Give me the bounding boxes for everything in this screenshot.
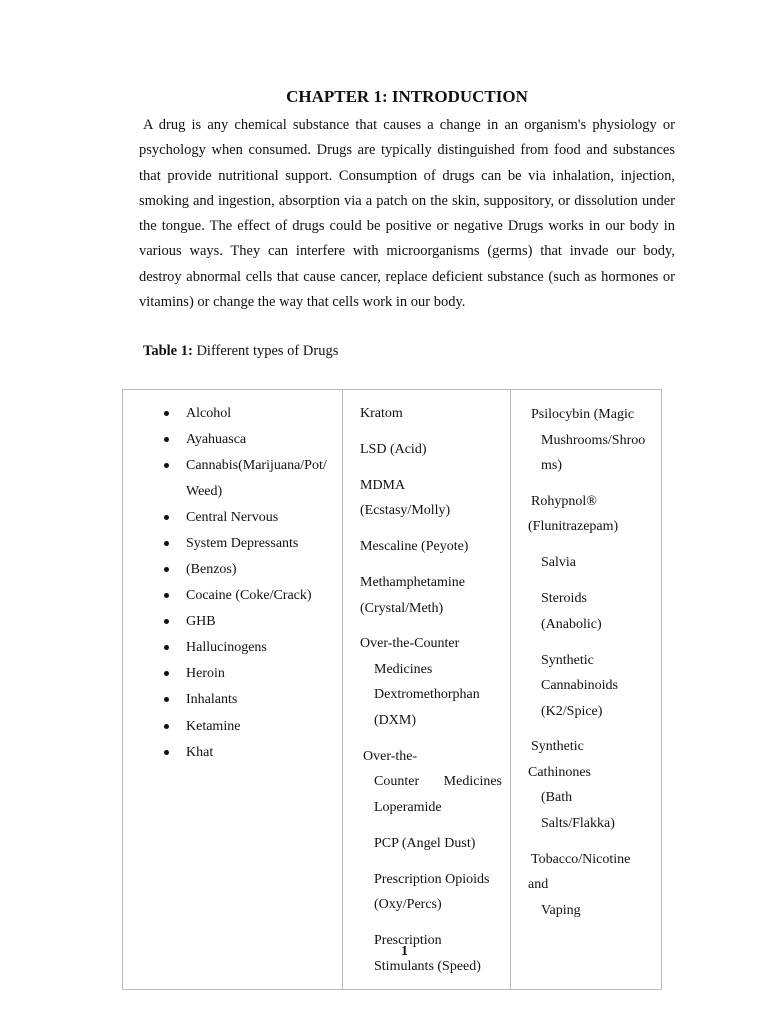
drug-rohypnol-detail: (Flunitrazepam)	[528, 519, 619, 535]
table-caption	[143, 340, 338, 362]
drug-otc-lop-detail: Loperamide	[374, 799, 442, 815]
drug-pcp: PCP (Angel Dust)	[374, 835, 476, 851]
drug-otc-dxm-heading: Over-the-Counter	[360, 636, 460, 652]
chapter-heading: CHAPTER 1: INTRODUCTION	[286, 87, 528, 106]
table-caption-label: Table 1:	[143, 343, 193, 359]
drug-synthetic-cathinones-heading: Synthetic	[531, 739, 584, 755]
drug-types-table	[122, 389, 662, 990]
list-item: Heroin	[123, 661, 342, 687]
drug-rohypnol-heading: Rohypnol®	[531, 493, 597, 509]
drug-psilocybin	[528, 402, 653, 479]
list-item: Cocaine (Coke/Crack)	[123, 583, 342, 609]
drug-synthetic-cathinones-line: Cathinones	[528, 764, 591, 780]
drug-steroids: Steroids (Anabolic)	[541, 591, 602, 632]
drug-tobacco-and: and	[528, 877, 549, 893]
drug-synthetic-cathinones-detail: (Bath Salts/Flakka)	[541, 790, 615, 831]
drug-lsd: LSD (Acid)	[360, 441, 427, 457]
list-item: Cannabis(Marijuana/Pot/Weed)	[123, 453, 342, 504]
list-item: Ayahuasca	[123, 427, 342, 453]
drug-tobacco-detail: Vaping	[541, 902, 581, 918]
list-item: Alcohol	[123, 401, 342, 427]
drug-otc-dxm	[360, 631, 502, 733]
column-3	[511, 390, 662, 990]
table-row	[123, 390, 662, 990]
drug-otc-dxm-detail: Medicines Dextromethorphan (DXM)	[374, 661, 480, 728]
intro-text: A drug is any chemical substance that causes a change in an organism's physiology or psychology when consumed. Drugs are typically distinguished from food and substances that provide nutritional support. Consumption of drugs can be via inhalation, injection, smoking and ingestion, absorption via a patch on the skin, suppository, or dissolution under the tongue. The effect of drugs could be positive or negative Drugs works in our body in various ways. They can interfere with microorganisms (germs) that invade our body, destroy abnormal cells that cause cancer, replace deficient substance (such as hormones or vitamins) or change the way that cells work in our body.	[139, 117, 675, 311]
drug-psilocybin-heading: Psilocybin (Magic	[531, 407, 635, 422]
list-item: Khat	[123, 740, 342, 766]
drug-synthetic-cathinones	[528, 734, 653, 836]
list-item: System Depressants	[123, 531, 342, 557]
intro-paragraph	[139, 113, 675, 315]
list-item: Central Nervous	[123, 505, 342, 531]
drug-tobacco	[528, 847, 653, 924]
list-item: GHB	[123, 609, 342, 635]
page-number: 1	[401, 944, 408, 959]
drug-kratom: Kratom	[360, 406, 403, 421]
drug-tobacco-heading: Tobacco/Nicotine	[531, 851, 631, 867]
column-2	[343, 390, 511, 990]
list-item: Inhalants	[123, 687, 342, 713]
drug-synthetic-cannabinoids: Synthetic Cannabinoids (K2/Spice)	[541, 652, 618, 719]
list-item: (Benzos)	[123, 557, 342, 583]
drug-mescaline: Mescaline (Peyote)	[360, 539, 469, 555]
drug-salvia: Salvia	[541, 555, 576, 571]
drug-otc-lop-line: Counter Medicines	[374, 774, 502, 790]
list-item: Ketamine	[123, 714, 342, 740]
drug-otc-lop-heading: Over-the-	[363, 748, 418, 764]
drug-prescription-stimulants: Prescription Stimulants (Speed)	[374, 933, 481, 974]
drug-bullet-list	[123, 401, 342, 765]
drug-methamphetamine: Methamphetamine (Crystal/Meth)	[360, 575, 465, 616]
drug-rohypnol	[528, 489, 653, 540]
drug-psilocybin-detail: Mushrooms/Shrooms)	[541, 432, 646, 473]
drug-otc-loperamide	[360, 744, 502, 821]
table-caption-text: Different types of Drugs	[196, 343, 339, 359]
drug-mdma: MDMA (Ecstasy/Molly)	[360, 477, 451, 519]
drug-prescription-opioids: Prescription Opioids (Oxy/Percs)	[374, 871, 490, 913]
list-item: Hallucinogens	[123, 635, 342, 661]
column-1	[123, 390, 343, 990]
